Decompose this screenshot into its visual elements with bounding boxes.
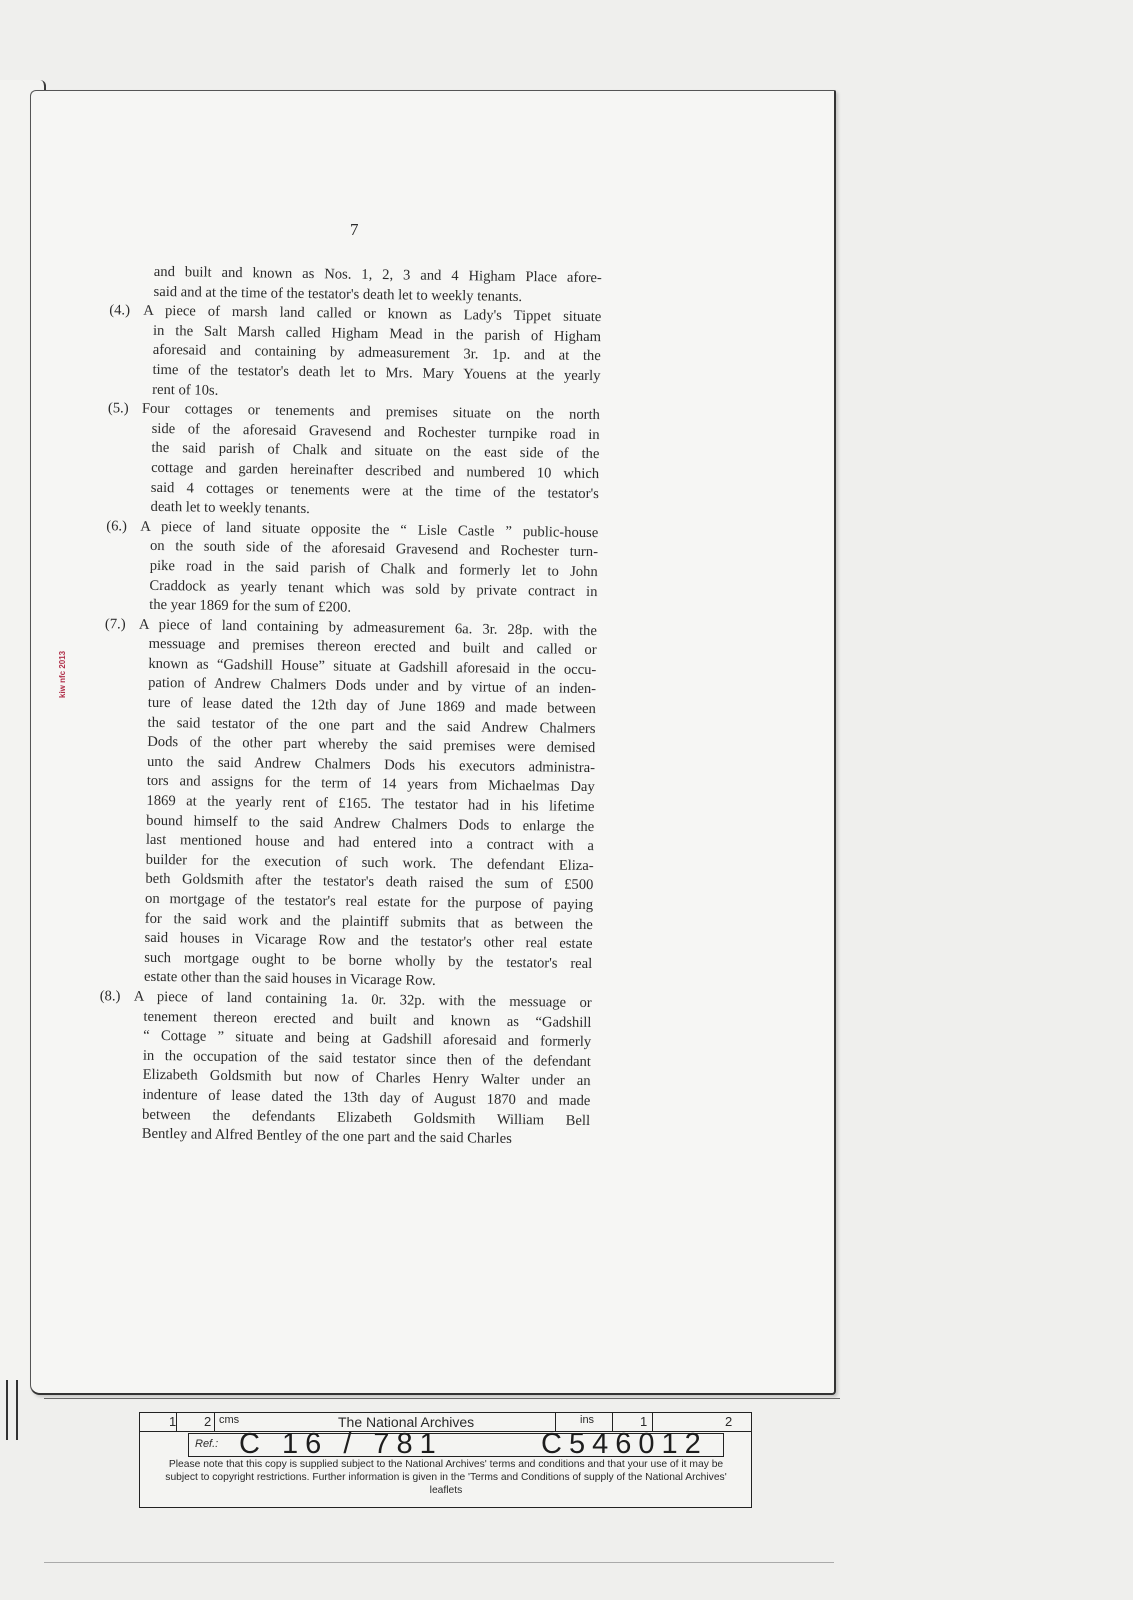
text-line: side of the aforesaid Gravesend and Rochester turnpike road in bbox=[151, 420, 600, 443]
text-line: A piece of marsh land called or known as Lady's Tippet situate bbox=[143, 302, 602, 326]
text-line: on the south side of the aforesaid Gravesend and Rochester turn- bbox=[149, 538, 599, 561]
clause-paragraph bbox=[80, 987, 592, 1151]
ruler-in-1: 1 bbox=[640, 1414, 648, 1429]
document-body bbox=[80, 262, 602, 1151]
text-line: the said testator of the one part and the said Andrew Chalmers bbox=[147, 714, 596, 737]
text-line: A piece of land situate opposite the “ Lisle Castle ” public-house bbox=[140, 518, 599, 541]
clause-paragraph bbox=[82, 615, 597, 994]
text-line: said and at the time of the testator's death let to weekly tenants. bbox=[153, 283, 523, 305]
ins-label: ins bbox=[580, 1414, 595, 1426]
text-line: messuage and premises thereon erected and built and called or bbox=[148, 636, 597, 659]
text-line: and built and known as Nos. 1, 2, 3 and 4 Higham Place afore- bbox=[153, 263, 602, 287]
cms-label: cms bbox=[219, 1414, 240, 1426]
edge-mark bbox=[6, 1380, 8, 1440]
text-line: the said parish of Chalk and situate on the east side of the bbox=[151, 440, 600, 463]
text-line: tors and assigns for the term of 14 years from Michaelmas Day bbox=[146, 773, 595, 796]
scan-rule bbox=[44, 1398, 840, 1399]
text-line: indenture of lease dated the 13th day of August 1870 and made bbox=[142, 1086, 591, 1109]
clause-paragraph bbox=[88, 399, 600, 524]
text-line: aforesaid and containing by admeasurement 3r. 1p. and at the bbox=[152, 342, 601, 365]
text-line: beth Goldsmith after the testator's death raised the sum of £500 bbox=[145, 871, 594, 894]
text-line: Elizabeth Goldsmith but now of Charles Henry Walter under an bbox=[142, 1067, 591, 1090]
text-line: unto the said Andrew Chalmers Dods his executors administra- bbox=[146, 753, 596, 776]
ruler-cm-2: 2 bbox=[204, 1414, 212, 1429]
text-line: bound himself to the said Andrew Chalmers Dods to enlarge the bbox=[146, 812, 595, 835]
text-line: Four cottages or tenements and premises situate on the north bbox=[141, 400, 601, 424]
text-line: known as “Gadshill House” situate at Gadshill aforesaid in the occu- bbox=[148, 655, 597, 678]
text-line: ture of lease dated the 12th day of June 1869 and made between bbox=[147, 694, 596, 718]
ref-right-handwritten: C546012 bbox=[541, 1428, 708, 1460]
text-line: builder for the execution of such work. The defendant Eliza- bbox=[145, 851, 594, 874]
ruler-in-2: 2 bbox=[725, 1414, 733, 1429]
text-line: for the said work and the plaintiff submits that as between the bbox=[144, 910, 593, 933]
text-line: the year 1869 for the sum of £200. bbox=[149, 596, 352, 616]
edge-mark bbox=[16, 1380, 18, 1440]
text-line: last mentioned house and had entered into a contract with a bbox=[145, 832, 595, 855]
national-archives-strip bbox=[139, 1412, 752, 1508]
clause-number: (6.) bbox=[106, 517, 128, 535]
clause-number: (4.) bbox=[109, 302, 131, 319]
copyright-notice: Please note that this copy is supplied subject to the National Archives' terms and conditions and that your use of it may be subject to copyright restrictions. Further information is given in the 'Terms and Conditions of supply of the National Archives' leaflets bbox=[165, 1459, 727, 1496]
text-line: A piece of land containing 1a. 0r. 32p. with the messuage or bbox=[133, 988, 592, 1012]
ruler-cm-1: 1 bbox=[169, 1414, 177, 1429]
text-line: in the Salt Marsh called Higham Mead in the parish of Higham bbox=[152, 322, 602, 345]
page-number: 7 bbox=[350, 220, 359, 239]
text-line: “ Cottage ” situate and being at Gadshill aforesaid and formerly bbox=[143, 1027, 592, 1051]
text-line: rent of 10s. bbox=[152, 381, 219, 399]
text-line: on mortgage of the testator's real estate for the purpose of paying bbox=[145, 890, 594, 914]
text-line: death let to weekly tenants. bbox=[150, 498, 310, 518]
archive-title: The National Archives bbox=[338, 1414, 475, 1430]
text-line: between the defendants Elizabeth Goldsmith William Bell bbox=[141, 1106, 591, 1129]
text-line: time of the testator's death let to Mrs. Mary Youens at the yearly bbox=[152, 361, 601, 385]
clause-number: (7.) bbox=[104, 615, 126, 633]
text-line: in the occupation of the said testator since then of the defendant bbox=[142, 1047, 591, 1070]
margin-stamp: kiw nfc 2013 bbox=[58, 650, 67, 698]
text-line: such mortgage ought to be borne wholly by the testator's real bbox=[144, 949, 593, 972]
text-line: cottage and garden hereinafter described and numbered 10 which bbox=[151, 459, 600, 483]
text-line: pation of Andrew Chalmers Dods under and by virtue of an inden- bbox=[148, 675, 597, 698]
clause-paragraph bbox=[87, 517, 598, 622]
ref-label: Ref.: bbox=[195, 1438, 219, 1450]
text-line: estate other than the said houses in Vicarage Row. bbox=[143, 969, 436, 990]
text-line: Bentley and Alfred Bentley of the one part and the said Charles bbox=[141, 1125, 512, 1148]
text-line: tenement thereon erected and built and known as “Gadshill bbox=[143, 1008, 592, 1031]
scan-rule bbox=[44, 1562, 834, 1563]
clause-paragraph bbox=[90, 301, 601, 406]
text-line: 1869 at the yearly rent of £165. The testator had in his lifetime bbox=[146, 792, 595, 816]
clause-number: (8.) bbox=[99, 988, 121, 1005]
text-line: pike road in the said parish of Chalk and formerly let to John bbox=[149, 557, 598, 580]
text-line: Craddock as yearly tenant which was sold by private contract in bbox=[149, 577, 598, 600]
text-line: A piece of land containing by admeasurement 6a. 3r. 28p. with the bbox=[138, 616, 598, 639]
text-line: said houses in Vicarage Row and the testator's other real estate bbox=[144, 929, 593, 953]
reference-field bbox=[188, 1428, 724, 1460]
text-line: said 4 cottages or tenements were at the time of the testator's bbox=[150, 479, 599, 502]
text-line: Dods of the other part whereby the said premises were demised bbox=[147, 734, 596, 757]
ref-left-handwritten: C 16 / 781 bbox=[239, 1428, 443, 1460]
clause-number: (5.) bbox=[107, 400, 129, 417]
